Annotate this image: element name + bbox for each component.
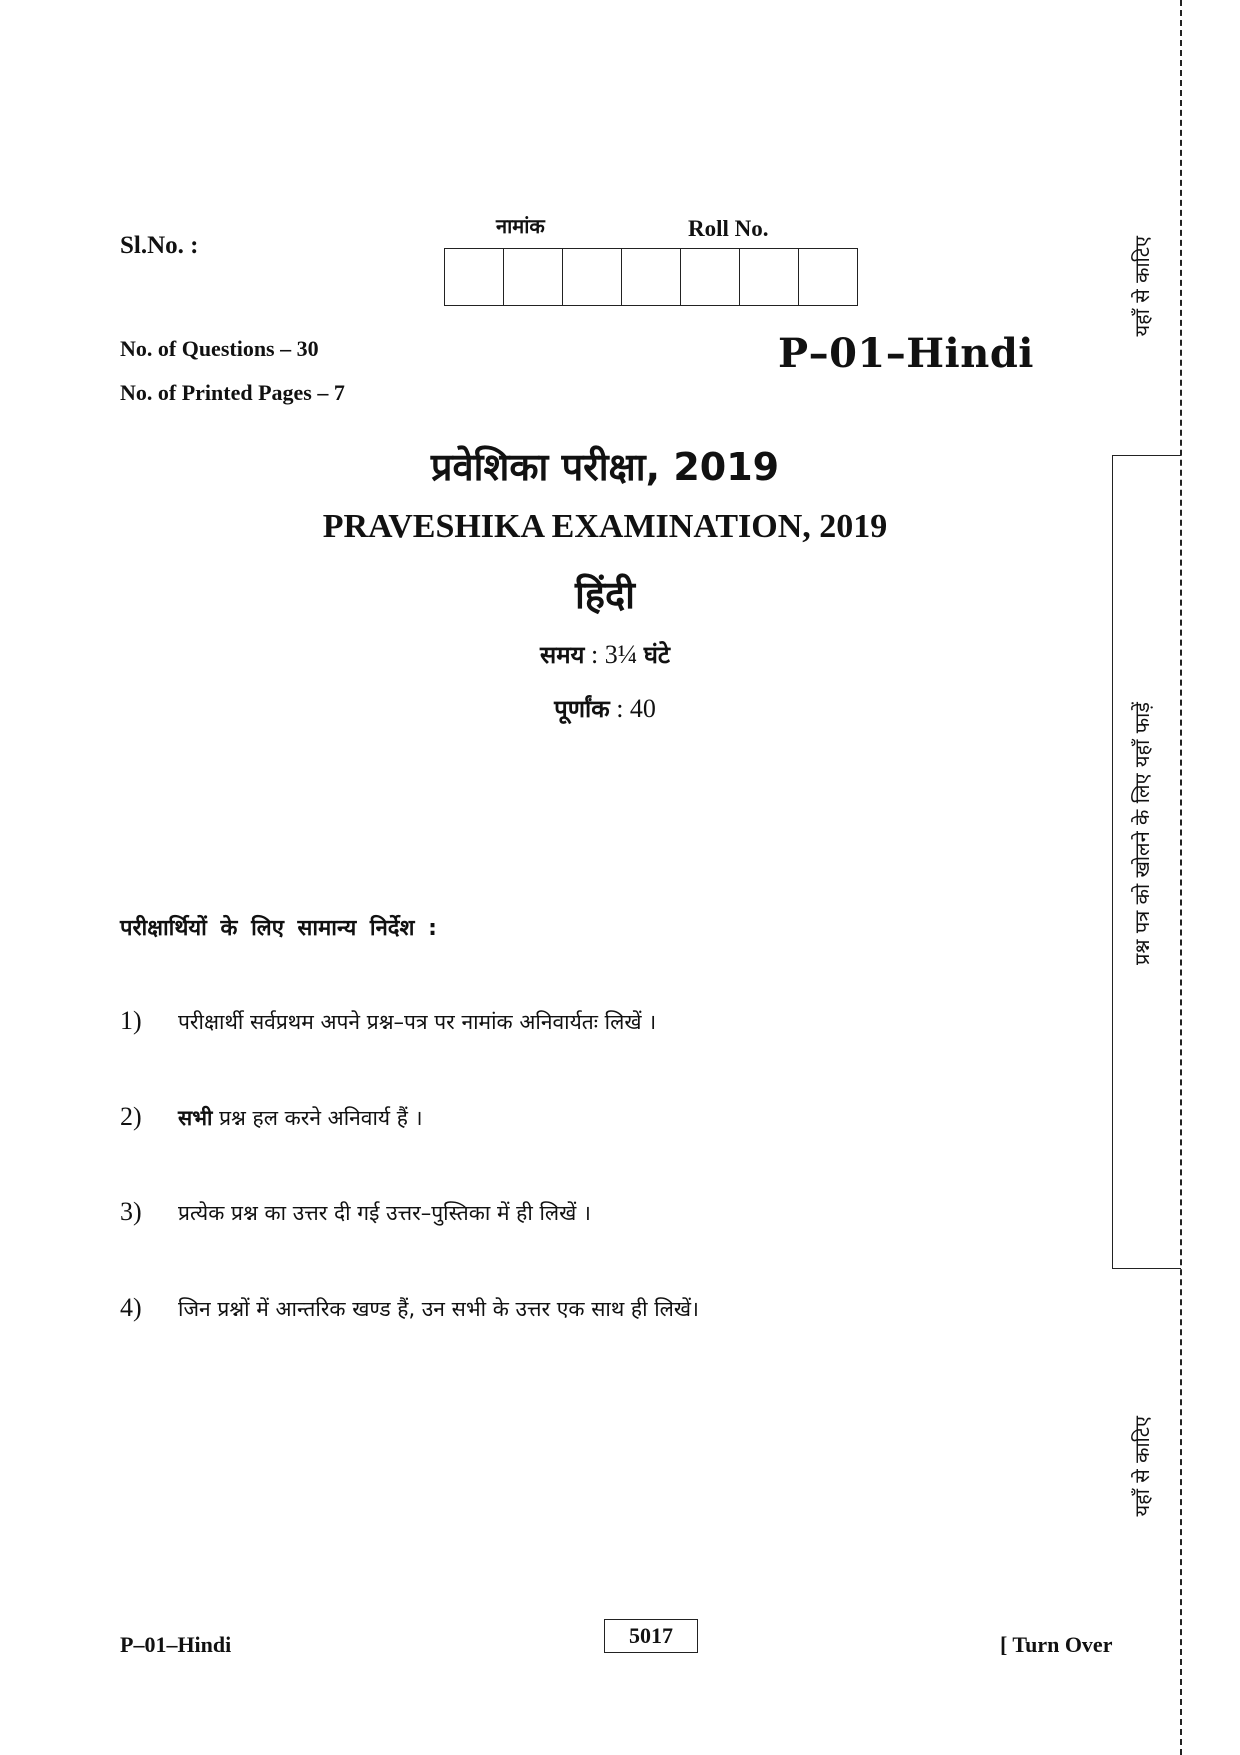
time-value: : 3¼ bbox=[584, 640, 644, 669]
instruction-emphasis: सभी bbox=[178, 1106, 213, 1130]
roll-number-digit-box[interactable] bbox=[799, 249, 857, 305]
instruction-item bbox=[120, 1006, 656, 1036]
instruction-number: 2) bbox=[120, 1102, 142, 1131]
exam-title-hindi: प्रवेशिका परीक्षा, 2019 bbox=[430, 445, 780, 489]
cut-here-label-top: यहाँ से काटिए bbox=[1130, 236, 1154, 337]
roll-number-boxes bbox=[444, 248, 858, 306]
marks-value: : 40 bbox=[609, 694, 656, 723]
paper-code: P–01–Hindi bbox=[778, 330, 1034, 377]
footer-paper-code: P–01–Hindi bbox=[120, 1632, 232, 1657]
instruction-item bbox=[120, 1197, 591, 1227]
instruction-item bbox=[120, 1102, 423, 1132]
instruction-text: प्रत्येक प्रश्न का उत्तर दी गई उत्तर–पुस्तिका में ही लिखें । bbox=[178, 1201, 591, 1225]
instruction-number: 4) bbox=[120, 1293, 142, 1322]
maximum-marks bbox=[0, 692, 1210, 725]
time-allowed bbox=[0, 638, 1210, 671]
instruction-item bbox=[120, 1293, 699, 1323]
footer-page-number: 5017 bbox=[604, 1619, 698, 1653]
roll-number-digit-box[interactable] bbox=[740, 249, 799, 305]
roll-number-digit-box[interactable] bbox=[622, 249, 681, 305]
roll-number-digit-box[interactable] bbox=[563, 249, 622, 305]
instruction-text: परीक्षार्थी सर्वप्रथम अपने प्रश्न–पत्र पर नामांक अनिवार्यतः लिखें । bbox=[178, 1010, 657, 1034]
time-label: समय bbox=[539, 641, 585, 669]
instruction-text: जिन प्रश्नों में आन्तरिक खण्ड हैं, उन सभी के उत्तर एक साथ ही लिखें। bbox=[178, 1297, 700, 1321]
instruction-number: 1) bbox=[120, 1006, 142, 1035]
cut-here-label-bottom: यहाँ से काटिए bbox=[1130, 1416, 1154, 1517]
roll-number-label: Roll No. bbox=[688, 216, 769, 241]
marks-label: पूर्णांक bbox=[554, 695, 610, 723]
instruction-text bbox=[178, 1104, 423, 1132]
serial-number-label: Sl.No. : bbox=[120, 232, 199, 259]
instructions-heading: परीक्षार्थियों के लिए सामान्य निर्देश : bbox=[120, 916, 437, 941]
namank-label: नामांक bbox=[496, 214, 545, 238]
instruction-number: 3) bbox=[120, 1197, 142, 1226]
time-unit: घंटे bbox=[643, 641, 670, 669]
instruction-text-rest: प्रश्न हल करने अनिवार्य हैं । bbox=[212, 1106, 423, 1130]
number-of-printed-pages: No. of Printed Pages – 7 bbox=[120, 380, 345, 405]
exam-title-english: PRAVESHIKA EXAMINATION, 2019 bbox=[322, 508, 888, 545]
roll-number-digit-box[interactable] bbox=[445, 249, 504, 305]
roll-number-digit-box[interactable] bbox=[681, 249, 740, 305]
subject-title: हिंदी bbox=[574, 573, 636, 617]
roll-number-digit-box[interactable] bbox=[504, 249, 563, 305]
tear-here-instruction: प्रश्न पत्र को खोलने के लिए यहाँ फाड़ें bbox=[1130, 702, 1154, 966]
turn-over-label: [ Turn Over bbox=[1000, 1632, 1113, 1657]
number-of-questions: No. of Questions – 30 bbox=[120, 336, 319, 361]
